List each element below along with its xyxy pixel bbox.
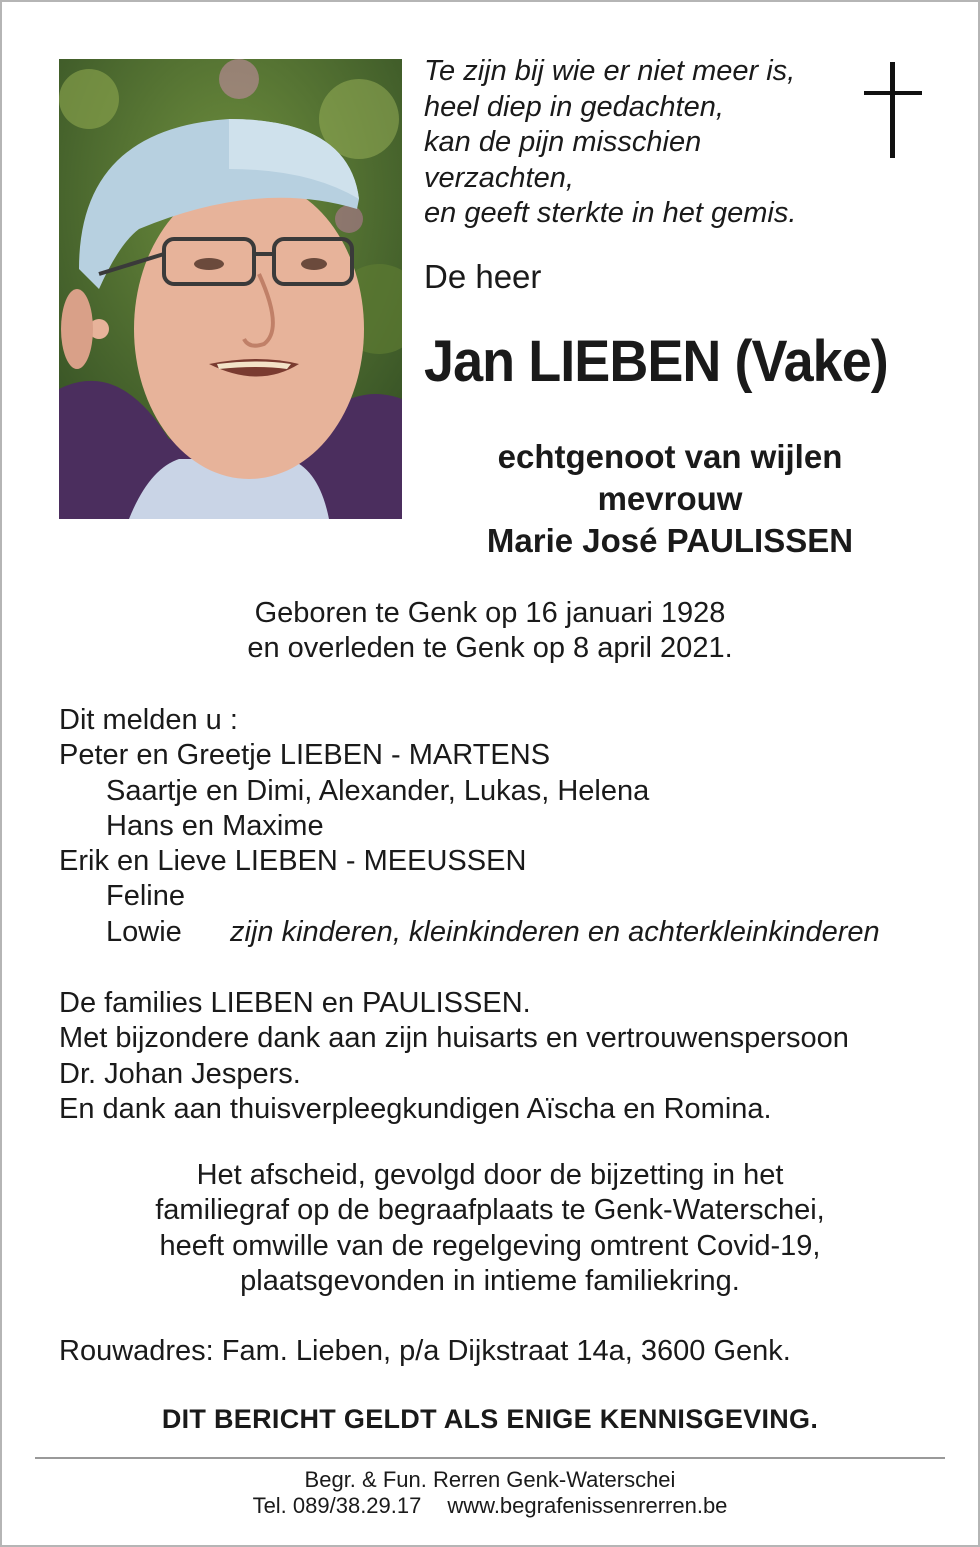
death-date: en overleden te Genk op 8 april 2021.: [247, 632, 733, 664]
poem-line: kan de pijn misschien: [424, 126, 702, 158]
portrait-photo: [59, 59, 402, 519]
family-intro: Dit melden u :: [59, 704, 238, 736]
notice-statement: DIT BERICHT GELDT ALS ENIGE KENNISGEVING.: [161, 1404, 819, 1434]
thanks-line: En dank aan thuisverpleegkundigen Aïscha en Romina.: [59, 1092, 772, 1125]
families-line: De families LIEBEN en PAULISSEN.: [59, 987, 531, 1019]
family-member: Hans en Maxime: [106, 809, 324, 842]
families-thanks: [59, 986, 849, 1127]
family-member: Erik en Lieve LIEBEN - MEEUSSEN: [59, 845, 527, 878]
ceremony-line: Het afscheid, gevolgd door de bijzetting in het: [196, 1159, 784, 1191]
thanks-line: Met bijzondere dank aan zijn huisarts en vertrouwenspersoon: [59, 1022, 849, 1055]
poem-line: heel diep in gedachten,: [424, 90, 724, 123]
spouse-name: Marie José PAULISSEN: [486, 522, 854, 559]
family-member: Feline: [106, 880, 185, 913]
family-member: Peter en Greetje LIEBEN - MARTENS: [59, 739, 551, 772]
spouse-line: echtgenoot van wijlen: [497, 438, 843, 475]
funeral-home-website: www.begrafenissenrerren.be: [447, 1493, 728, 1518]
thanks-line: Dr. Johan Jespers.: [59, 1057, 301, 1090]
funeral-home-name: Begr. & Fun. Rerren Genk-Waterschei: [304, 1467, 676, 1492]
ceremony-line: plaatsgevonden in intieme familiekring.: [240, 1264, 740, 1297]
ceremony-text: [0, 1158, 980, 1299]
latin-cross-icon: [864, 62, 922, 158]
ceremony-line: familiegraf op de begraafplaats te Genk-Waterschei,: [155, 1194, 825, 1227]
ceremony-line: heeft omwille van de regelgeving omtrent Covid-19,: [159, 1229, 821, 1262]
mourning-address: Rouwadres: Fam. Lieben, p/a Dijkstraat 14a, 3600 Genk.: [59, 1335, 791, 1367]
spouse-line: mevrouw: [597, 480, 743, 517]
family-member-row: [59, 915, 939, 950]
birth-death-dates: [0, 596, 980, 666]
deceased-name: Jan LIEBEN (Vake): [424, 329, 888, 394]
salutation: De heer: [424, 258, 542, 295]
poem-line: verzachten,: [424, 161, 574, 194]
memorial-poem: [424, 54, 854, 232]
family-member: Saartje en Dimi, Alexander, Lukas, Helena: [106, 774, 650, 807]
funeral-home-footer: [0, 1467, 980, 1519]
family-relation: zijn kinderen, kleinkinderen en achterkleinkinderen: [230, 915, 880, 948]
family-list: [59, 703, 939, 950]
funeral-home-phone: Tel. 089/38.29.17: [252, 1493, 422, 1518]
spouse-block: [420, 436, 920, 562]
divider: [35, 1457, 945, 1459]
family-member: Lowie: [106, 915, 182, 948]
poem-line: Te zijn bij wie er niet meer is,: [424, 55, 796, 87]
poem-line: en geeft sterkte in het gemis.: [424, 197, 797, 229]
birth-date: Geboren te Genk op 16 januari 1928: [254, 597, 726, 629]
